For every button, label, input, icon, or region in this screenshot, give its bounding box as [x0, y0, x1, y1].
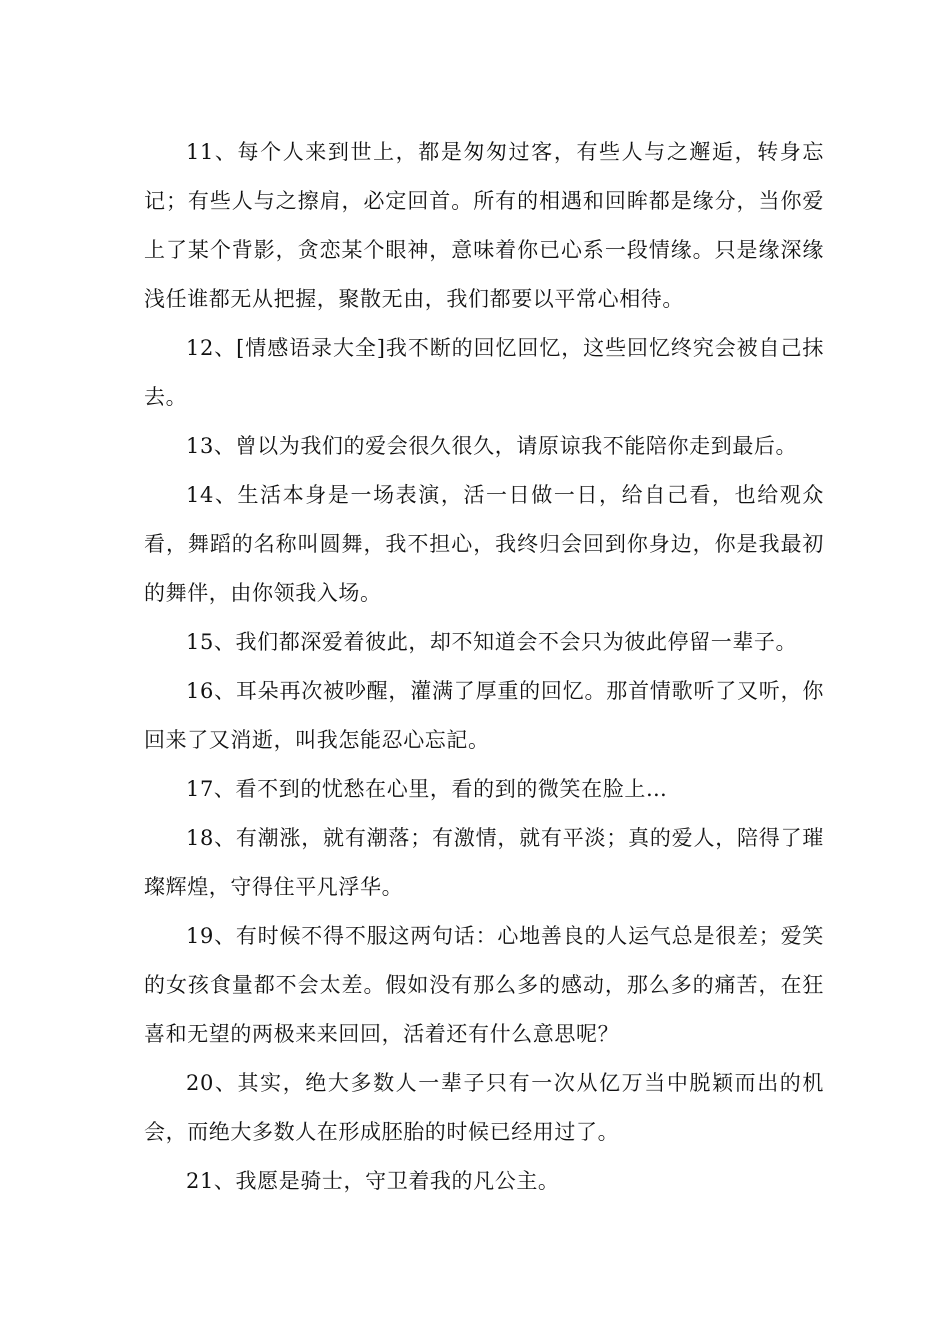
- paragraph-14: 14、生活本身是一场表演，活一日做一日，给自己看，也给观众看，舞蹈的名称叫圆舞，我不担心，我终归会回到你身边，你是我最初的舞伴，由你领我入场。: [144, 483, 824, 605]
- document-body: [144, 128, 824, 1206]
- paragraph-13: 13、曾以为我们的爱会很久很久，请原谅我不能陪你走到最后。: [186, 434, 798, 458]
- paragraph-17: 17、看不到的忧愁在心里，看的到的微笑在脸上…: [186, 777, 668, 801]
- paragraph-11: 11、每个人来到世上，都是匆匆过客，有些人与之邂逅，转身忘记；有些人与之擦肩，必定回首。所有的相遇和回眸都是缘分，当你爱上了某个背影，贪恋某个眼神，意味着你已心系一段情缘。只是缘深缘浅任谁都无从把握，聚散无由，我们都要以平常心相待。: [144, 140, 824, 311]
- paragraph-12: 12、[情感语录大全]我不断的回忆回忆，这些回忆终究会被自己抹去。: [144, 336, 824, 409]
- paragraph-20: 20、其实，绝大多数人一辈子只有一次从亿万当中脱颖而出的机会，而绝大多数人在形成胚胎的时候已经用过了。: [144, 1071, 824, 1144]
- paragraph-16: 16、耳朵再次被吵醒，灌满了厚重的回忆。那首情歌听了又听，你回来了又消逝，叫我怎能忍心忘記。: [144, 679, 824, 752]
- paragraph-21: 21、我愿是骑士，守卫着我的凡公主。: [186, 1169, 560, 1193]
- paragraph-19: 19、有时候不得不服这两句话：心地善良的人运气总是很差；爱笑的女孩食量都不会太差。假如没有那么多的感动，那么多的痛苦，在狂喜和无望的两极来来回回，活着还有什么意思呢？: [144, 924, 824, 1046]
- paragraph-15: 15、我们都深爱着彼此，却不知道会不会只为彼此停留一辈子。: [186, 630, 798, 654]
- paragraph-18: 18、有潮涨，就有潮落；有激情，就有平淡；真的爱人，陪得了璀璨辉煌，守得住平凡浮华。: [144, 826, 824, 899]
